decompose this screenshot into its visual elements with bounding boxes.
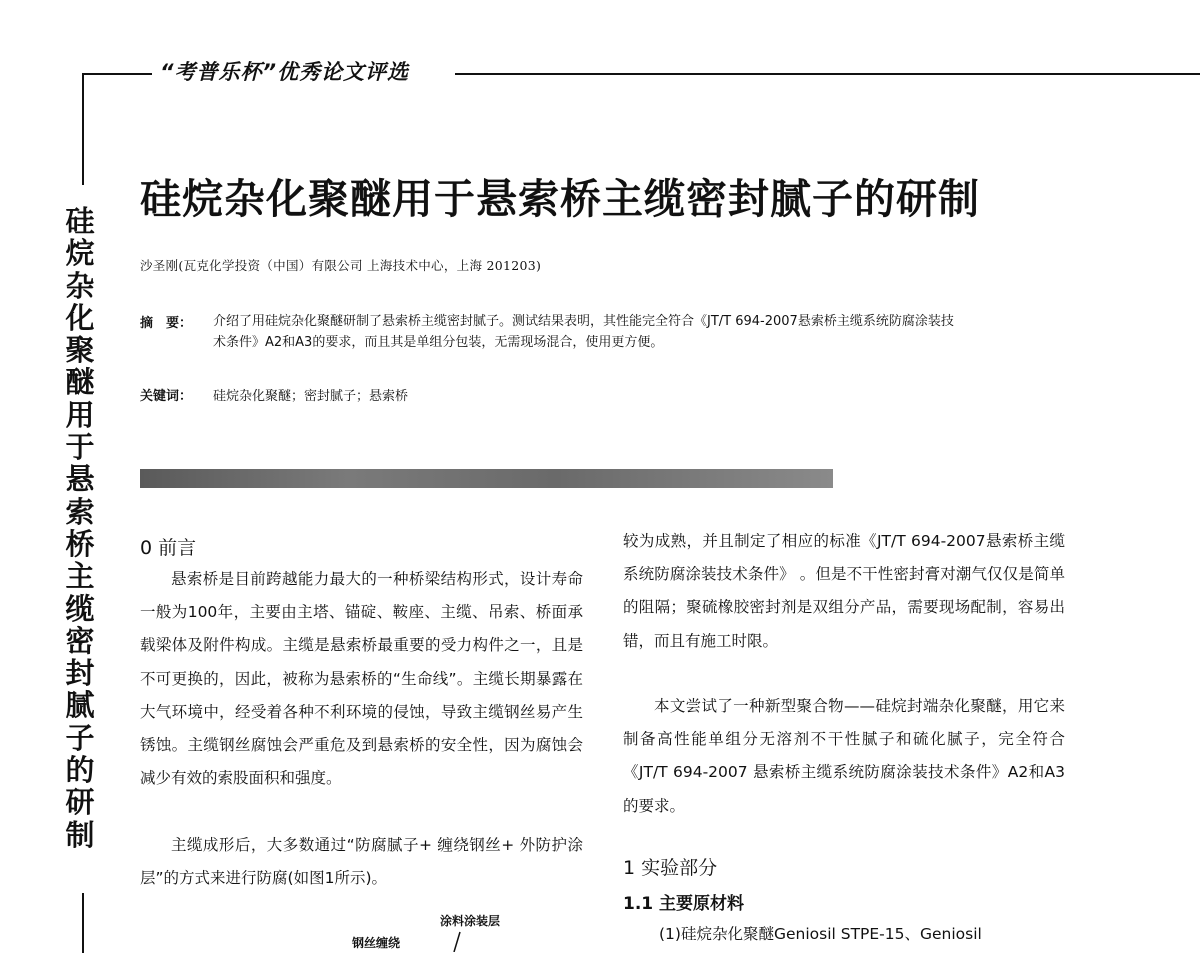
frame-rule-top bbox=[82, 73, 84, 185]
figure-label-coating: 涂料涂装层 bbox=[440, 914, 501, 928]
side-title: 硅烷杂化聚醚用于悬索桥主缆密封腻子的研制 bbox=[65, 204, 95, 852]
section-heading-intro: 0 前言 bbox=[140, 537, 197, 559]
separator-bar bbox=[140, 469, 833, 488]
intro-paragraph-1: 悬索桥是目前跨越能力最大的一种桥梁结构形式，设计寿命一般为100年，主要由主塔、锚碇、鞍座、主缆、吊索、桥面承载梁体及附件构成。主缆是悬索桥最重要的受力构件之一，且是不可更换的，因此，被称为悬索桥的“生命线”。主缆长期暴露在大气环境中，经受着各种不利环境的侵蚀，导致主缆钢丝易产生锈蚀。主缆钢丝腐蚀会严重危及到悬索桥的安全性，因为腐蚀会减少有效的索股面积和强度。 bbox=[140, 570, 583, 788]
figure-label-wire: 钢丝缠绕 bbox=[352, 936, 401, 950]
author-line: 沙圣刚(瓦克化学投资（中国）有限公司 上海技术中心，上海 201203) bbox=[140, 258, 542, 273]
header-rule-left bbox=[82, 73, 152, 75]
abstract-label: 摘 要： bbox=[140, 316, 193, 331]
section-heading-experiment: 1 实验部分 bbox=[623, 857, 718, 879]
right-paragraph-1: 较为成熟，并且制定了相应的标准《JT/T 694-2007悬索桥主缆系统防腐涂装技术条件》 。但是不干性密封膏对潮气仅仅是简单的阻隔；聚硫橡胶密封剂是双组分产品，需要现场配制，容易出错，而且有施工时限。 bbox=[623, 532, 1065, 650]
frame-rule-bottom bbox=[82, 893, 84, 953]
header-rule-right bbox=[455, 73, 1200, 75]
section-label: “考普乐杯”优秀论文评选 bbox=[160, 60, 410, 84]
right-paragraph-2: 本文尝试了一种新型聚合物——硅烷封端杂化聚醚，用它来制备高性能单组分无溶剂不干性腻子和硫化腻子，完全符合《JT/T 694-2007 悬索桥主缆系统防腐涂装技术条件》A2和A3的要求。 bbox=[623, 697, 1065, 815]
intro-paragraph-2: 主缆成形后，大多数通过“防腐腻子+ 缠绕钢丝+ 外防护涂层”的方式来进行防腐(如图1所示)。 bbox=[140, 836, 583, 888]
abstract-text: 介绍了用硅烷杂化聚醚研制了悬索桥主缆密封腻子。测试结果表明，其性能完全符合《JT/T 694-2007悬索桥主缆系统防腐涂装技术条件》A2和A3的要求，而且其是单组分包装，无需现场混合，使用更方便。 bbox=[213, 314, 954, 350]
keywords-text: 硅烷杂化聚醚；密封腻子；悬索桥 bbox=[213, 389, 409, 404]
page-title: 硅烷杂化聚醚用于悬索桥主缆密封腻子的研制 bbox=[140, 175, 980, 223]
materials-item-1: (1)硅烷杂化聚醚Geniosil STPE-15、Geniosil bbox=[659, 925, 982, 943]
keywords-label: 关键词： bbox=[140, 389, 193, 404]
subsection-heading-materials: 1.1 主要原材料 bbox=[623, 894, 745, 914]
figure-leader-line bbox=[448, 930, 468, 952]
